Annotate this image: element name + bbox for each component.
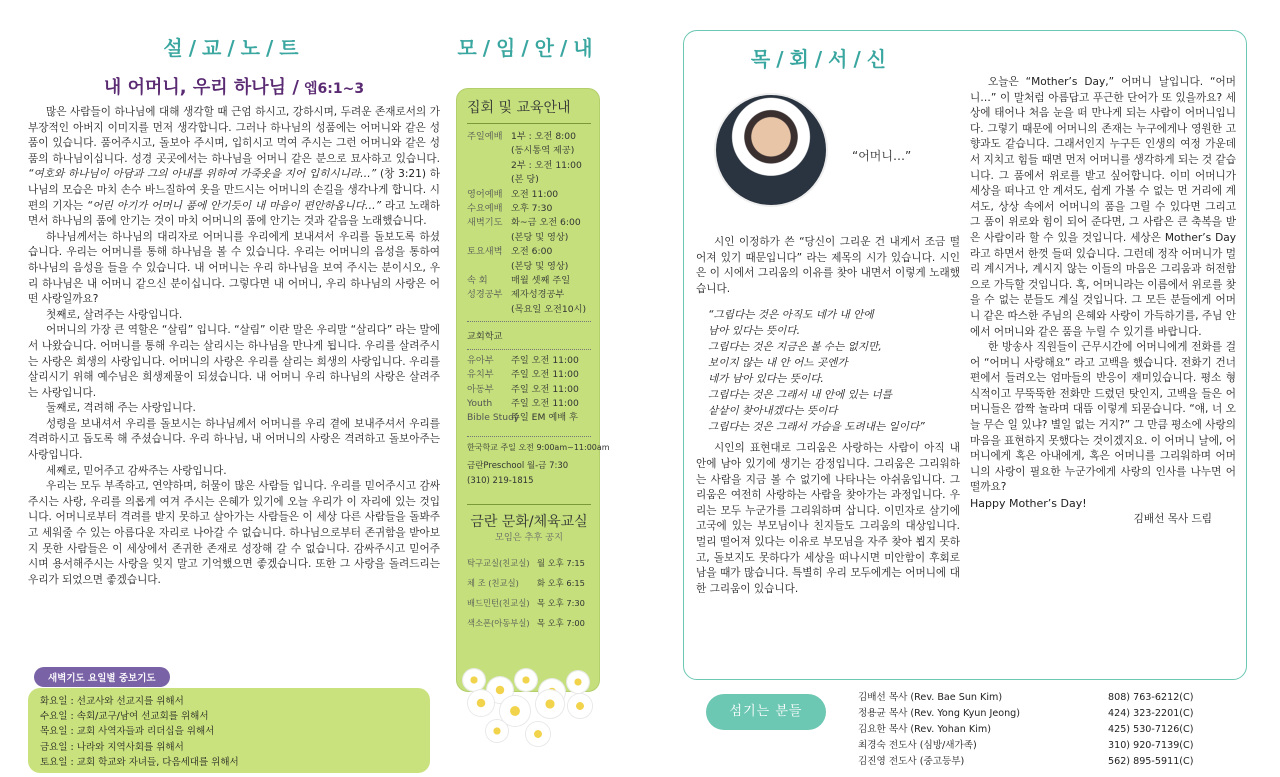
staff-row (858, 754, 1248, 770)
schedule-value: (동시통역 제공) (511, 145, 575, 157)
letter-left-column (696, 235, 960, 597)
meeting-info-heading-wrap (456, 32, 600, 61)
sermon-point-heading: 세째로, 믿어주고 감싸주는 사랑입니다. (46, 464, 227, 477)
class-value: 월 오후 7:15 (537, 558, 585, 569)
letter-paragraph: 한 방송사 직원들이 근무시간에 어머니에게 전화를 걸어 “어머니 사랑해요” 라고 고백을 했습니다. 전화기 건너편에서 들려오는 엄마들의 반응이 재미있습니다. 평소 형식적이고 무뚝뚝한 전화만 드렸던 탓인지, 고백을 들은 어머니들은 깜짝 놀라며 대뜸 이렇게 되묻습니다. “얘, 너 오늘 무슨 일 있냐? 별일 없는 거지?” 그 만큼 평소에 사랑의 마음을 표현하지 못했다는 것이겠지요. 이 어머니 날에, 어머니에게 혹은 아내에게, 혹은 어머니를 그리워하며 어머니의 사랑이 필요한 누군가에게 사랑의 인사를 나누면 어떨까요? (970, 341, 1236, 494)
daisy-cluster (456, 690, 600, 750)
schedule-row (467, 368, 591, 382)
school-title: 교회학교 (467, 331, 503, 343)
school-label: Youth (467, 397, 493, 409)
letter-paragraph: 시인의 표현대로 그리움은 사랑하는 사람이 아직 내 안에 남아 있기에 생기는 감정입니다. 그리움은 그리워하는 사람을 지금 볼 수 없기에 나타나는 아쉬움입니다. 그리움은 여전히 사랑하는 사람을 찾아가는 과정입니다. 우리는 모두 누군가를 그리워하며 삽니다. 이민자로 살기에 고국에 있는 부모님이나 친지들도 그리움의 대상입니다. 멀리 떨어져 있다는 이유로 부모님을 자주 찾아 뵙지 못하고, 돌보지도 못하다가 세상을 떠나시면 미안함이 후회로 남을 때가 많습니다. 특별히 우리 모두에게는 어머니에 대한 그리움이 있습니다. (696, 442, 960, 595)
poem-line: 남아 있다는 뜻이다. (708, 325, 800, 338)
class-label: 탁구교실(친교실) (467, 558, 530, 569)
worship-schedule (467, 130, 591, 317)
poem (708, 307, 960, 435)
schedule-row (467, 593, 591, 613)
pastor-letter-heading: 목/회/서/신 (750, 47, 893, 71)
poem-line: 샅샅이 찾아내겠다는 뜻이다 (708, 405, 838, 418)
sermon-notes-column (28, 32, 440, 588)
poem-line: 그립다는 것은 그래서 내 안에 있는 너를 (708, 389, 892, 402)
culture-note: 모임은 추후 공지 (495, 531, 563, 543)
schedule-value: (본당 및 영상) (511, 260, 569, 272)
schedule-row (467, 397, 591, 411)
schedule-row (467, 173, 591, 187)
poem-line: 네가 남아 있다는 뜻이다. (708, 373, 824, 386)
class-label: 체 조 (친교실) (467, 578, 519, 589)
schedule-row (467, 216, 591, 230)
schedule-value: 제자성경공부 (511, 289, 565, 301)
schedule-row (467, 159, 591, 173)
school-value: 주일 EM 예배 후 (511, 412, 578, 424)
pastor-letter-box (683, 30, 1247, 680)
daisy-decoration (463, 669, 485, 691)
sermon-paragraph: 많은 사람들이 하나님에 대해 생각할 때 근엄 하시고, 강하시며, 두려운 존재로서의 가부장적인 아버지 이미지를 먼저 생각합니다. 그러나 하나님의 성품에는 어머니와 같은 성품이 있습니다. 품어주시고, 돌보아 주시며, 입히시고 먹여 주시는 그런 어머니와 같은 성품의 하나님이십니다. 성경 곳곳에서는 하나님을 어머니 같은 분으로 묘사하고 있습니다. “여호와 하나님이 아담과 그의 아내를 위하여 가죽옷을 지어 입히시니라…” (창 3:21) 하나님의 모습은 마치 손수 바느질하여 옷을 만드시는 어머니의 손길을 생각나게 합니다. 시편의 기자는 “어린 아기가 어머니 품에 안기듯이 내 마음이 편안하옵니다…” 라고 노래하면서 하나님의 품에 안기는 것이 마치 어머니의 품에 안기는 것과 같음을 노래했습니다. (28, 106, 440, 228)
culture-title: 금란 문화/체육교실 (470, 513, 588, 530)
schedule-label: 속 회 (467, 275, 488, 287)
korean-school-time: 한국학교 주일 오전 9:00am~11:00am (467, 442, 610, 452)
sermon-notes-heading: 설/교/노/트 (163, 36, 305, 60)
schedule-label: 성경공부 (467, 289, 503, 301)
school-label: 유아부 (467, 354, 494, 366)
prayer-item: 화요일 : 선교사와 선교지를 위해서 (40, 696, 184, 707)
staff-phone: 808) 763-6212(C) (1108, 692, 1194, 703)
meeting-info-box (456, 88, 610, 692)
preschool-phone: (310) 219-1815 (467, 475, 534, 486)
letter-paragraph: 오늘은 “Mother’s Day,” 어머니 날입니다. “어머니…” 이 말처럼 아름답고 푸근한 단어가 또 있을까요? 세상에 태어나 처음 눈을 떠 만나게 되는 사람이 어머니입니다. 그렇기 때문에 어머니의 존재는 누구에게나 영원한 고향과도 같습니다. 그래서인지 누구든 인생의 여정 가운데서 지치고 힘들 때면 먼저 어머니를 생각하게 되는 것 같습니다. 그 품에서 위로를 받고 싶어합니다. 이미 어머니가 세상을 떠나고 안 계셔도, 쉽게 가볼 수 없는 먼 거리에 계셔도, 상상 속에서 어머니의 품을 그릴 수 있다면 그리고 그 품이 위로와 힘이 되어 준다면, 그 사람은 큰 축복을 받은 사람이라 할 수 있을 것입니다. 세상은 Mother’s Day 라고 하면서 한껏 들떠 있습니다. 그런데 정작 어머니가 멀리 계시거나, 계시지 않는 이들의 마음은 그리움과 허전함으로 가득할 것입니다. 혹, 어머니라는 이름에서 위로를 찾을 수 없는 분들도 계실 것입니다. 그 모든 분들에게 어머니 같은 따스한 주님의 은혜와 사랑이 가득하기를, 주님 안에서 어머니와 같은 품을 누릴 수 있기를 바랍니다. (970, 76, 1236, 338)
school-label: 유치부 (467, 369, 494, 381)
class-value: 화 오후 6:15 (537, 578, 585, 589)
schedule-row (467, 130, 591, 144)
staff-name: 정용균 목사 (Rev. Yong Kyun Jeong) (858, 708, 1021, 719)
school-value: 주일 오전 11:00 (511, 354, 579, 366)
schedule-value: (본 당) (511, 174, 539, 186)
staff-name: 김배선 목사 (Rev. Bae Sun Kim) (858, 692, 1003, 703)
schedule-value: (본당 및 영상) (511, 231, 569, 243)
sermon-paragraph: 어머니의 가장 큰 역할은 “살림” 입니다. “살림” 이란 말은 우리말 “살리다” 라는 말에서 나왔습니다. 어머니를 통해 우리는 살리시는 하나님을 만나게 됩니다. 우리를 살려주시는 사랑은 희생의 사랑입니다. 어머니의 사랑은 우리를 살리는 희생의 사랑입니다. 우리를 살리시기 위해 예수님은 희생제물이 되셨습니다. 내 어머니 우리 하나님의 사랑은 살려주는 사랑입니다. (28, 324, 440, 399)
schedule-label: 주일예배 (467, 131, 503, 142)
culture-classes (467, 553, 591, 633)
poem-line: “그립다는 것은 아직도 네가 내 안에 (708, 309, 874, 322)
sermon-point-heading: 첫째로, 살려주는 사랑입니다. (46, 308, 183, 321)
class-label: 색소폰(아동부실) (467, 618, 530, 629)
sermon-title-line (28, 73, 440, 99)
daisy-decoration (515, 669, 537, 691)
class-value: 목 오후 7:30 (537, 598, 585, 609)
schedule-row (467, 553, 591, 573)
prayer-item: 토요일 : 교회 학교와 자녀들, 다음세대를 위해서 (40, 756, 239, 768)
staff-name: 김진영 전도사 (중고등부) (858, 756, 965, 767)
class-label: 배드민턴(친교실) (467, 598, 530, 609)
schedule-value: 오전 11:00 (511, 188, 559, 200)
schedule-row (467, 274, 591, 288)
schedule-row (467, 188, 591, 202)
staff-phone: 425) 530-7126(C) (1108, 724, 1194, 735)
pastor-portrait (716, 95, 826, 205)
schedule-label: 영어예배 (467, 188, 503, 200)
schedule-value: 화~금 오전 6:00 (511, 217, 581, 229)
schedule-label: 새벽기도 (467, 217, 503, 229)
meeting-box-title: 집회 및 교육안내 (467, 100, 571, 116)
staff-contacts (858, 690, 1248, 770)
staff-name: 김요한 목사 (Rev. Yohan Kim) (858, 724, 991, 735)
poem-line: 그립다는 것은 지금은 볼 수는 없지만, (708, 341, 882, 354)
poem-line: 그립다는 것은 그래서 가슴을 도려내는 일이다” (708, 421, 925, 434)
staff-phone: 310) 920-7139(C) (1108, 740, 1194, 751)
preschool-time: 금란Preschool 월-금 7:30 (467, 461, 569, 472)
prayer-item: 수요일 : 속회/교구/남여 선교회를 위해서 (40, 711, 209, 723)
sermon-paragraph: 우리는 모두 부족하고, 연약하며, 허물이 많은 사람들 입니다. 우리를 믿어주시고 감싸 주시는 사랑, 우리를 의롭게 여겨 주시는 은혜가 있기에 오늘 우리가 이 자리에 있는 것입니다. 어머니로부터 격려를 받지 못하고 살아가는 사람들은 이 세상 다른 사람들을 돌봐주고 세워줄 수 있는 아름다운 자리로 나아갈 수 없습니다. 하나님으로부터 존귀함을 받아보지 못한 사람들은 이 세상에서 존귀한 존재로 성장해 갈 수 없습니다. 감싸주시고 믿어주시며 용서해주시는 사랑을 잊지 말고 기억했으면 좋겠습니다. 또한 그 사랑을 돌려드리는 우리가 되었으면 좋겠습니다. (28, 480, 440, 586)
schedule-row (467, 202, 591, 216)
schedule-label: 수요예배 (467, 203, 503, 215)
staff-label: 섬기는 분들 (706, 694, 826, 730)
schedule-row (467, 573, 591, 593)
schedule-row (467, 411, 591, 425)
sermon-paragraph: 하나님께서는 하나님의 대리자로 어머니를 우리에게 보내셔서 우리를 돌보도록 하셨습니다. 우리는 어머니를 통해 하나님을 볼 수 있습니다. 우리는 어머니의 음성을 통하여 하나님의 음성을 들을 수 있습니다. 내 어머니는 우리 하나님을 보여 주시는 분이시오, 우리 하나님은 내 어머니 같으신 분이십니다. 그렇다면 내 어머니, 우리 하나님의 사랑은 어떤 사랑일까요? (28, 230, 440, 306)
sermon-paragraph: 성령을 보내셔서 우리를 돌보시는 하나님께서 어머니를 우리 곁에 보내주셔서 우리를 격려하시고 돕도록 해 주셨습니다. 우리 하나님, 내 어머니의 사랑은 격려하고 돌보아주는 사랑입니다. (28, 417, 440, 462)
class-value: 목 오후 7:00 (537, 618, 585, 629)
school-schedule (467, 354, 591, 426)
schedule-label: 토요새벽 (467, 246, 503, 258)
staff-phone: 424) 323-2201(C) (1108, 708, 1194, 719)
schedule-value: (목요일 오전10시) (511, 303, 587, 315)
poem-line: 보이지 않는 내 안 어느 곳엔가 (708, 357, 848, 370)
schedule-value: 오후 7:30 (511, 203, 553, 215)
sermon-title: 내 어머니, 우리 하나님 / (103, 77, 299, 98)
school-label: 아동부 (467, 383, 494, 395)
staff-row (858, 706, 1248, 722)
staff-row (858, 690, 1248, 706)
school-value: 주일 오전 11:00 (511, 369, 579, 381)
schedule-row (467, 303, 591, 317)
prayer-item: 금요일 : 나라와 지역사회를 위해서 (40, 741, 184, 753)
letter-right-column (970, 75, 1236, 527)
schedule-row (467, 144, 591, 158)
happy-mothers-day: Happy Mother’s Day! (970, 497, 1087, 511)
staff-row (858, 738, 1248, 754)
schedule-row (467, 288, 591, 302)
schedule-value: 오전 6:00 (511, 246, 553, 258)
schedule-value: 매월 셋째 주일 (511, 275, 571, 287)
schedule-row (467, 613, 591, 633)
sermon-reference: 엡6:1~3 (304, 81, 365, 97)
prayer-item: 목요일 : 교회 사역자들과 리더십을 위해서 (40, 726, 215, 738)
staff-name: 최경숙 전도사 (심방/새가족) (858, 740, 977, 751)
schedule-row (467, 245, 591, 259)
letter-intro: 시인 이정하가 쓴 “당신이 그리운 건 내게서 조금 떨어져 있기 때문입니다” 라는 제목의 시가 있습니다. 시인은 이 시에서 그리움의 이유를 찾아 내면서 이렇게 노래했습니다. (696, 236, 960, 295)
schedule-value: 2부 : 오전 11:00 (511, 159, 582, 171)
school-label: Bible Study (467, 412, 520, 424)
schedule-value: 1부 : 오전 8:00 (511, 131, 576, 142)
schedule-row (467, 231, 591, 245)
letter-signature: 김배선 목사 드림 (1133, 512, 1212, 525)
staff-phone: 562) 895-5911(C) (1108, 756, 1194, 767)
schedule-row (467, 354, 591, 368)
school-value: 주일 오전 11:00 (511, 397, 579, 409)
schedule-row (467, 260, 591, 274)
prayer-list-box (28, 688, 430, 773)
meeting-info-heading: 모/임/안/내 (457, 36, 599, 60)
staff-row (858, 722, 1248, 738)
prayer-label-pill: 새벽기도 요일별 중보기도 (34, 666, 170, 687)
letter-quote-title: “어머니…” (852, 149, 912, 163)
schedule-row (467, 383, 591, 397)
sermon-point-heading: 둘째로, 격려해 주는 사랑입니다. (46, 402, 196, 415)
school-value: 주일 오전 11:00 (511, 383, 579, 395)
